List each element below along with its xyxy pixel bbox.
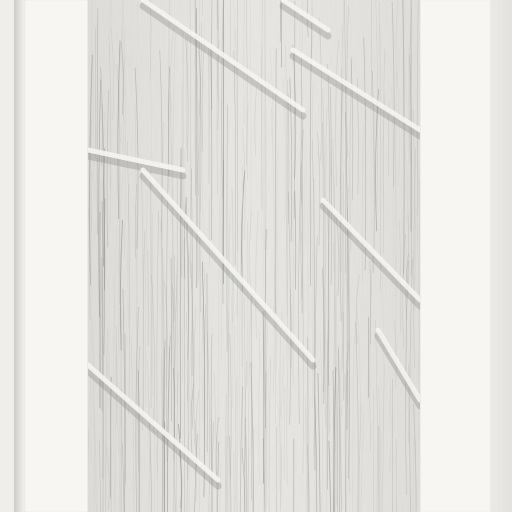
paper-grain	[88, 0, 420, 512]
mat-edge	[490, 0, 512, 512]
frame-shadow	[14, 0, 24, 512]
pencil-drawing-artwork	[88, 0, 420, 512]
drawing-canvas	[88, 0, 420, 512]
